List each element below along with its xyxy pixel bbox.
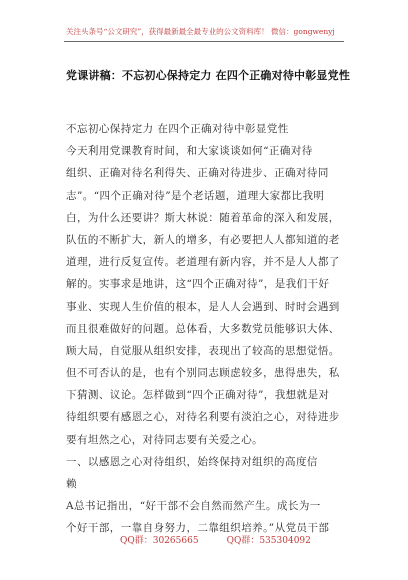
- body-line: 要有坦然之心，对待同志要有关爱之心。: [66, 433, 264, 446]
- body-line: 志”。“四个正确对待”是个老话题，道理大家都比我明: [66, 189, 325, 202]
- body-line: 组织、正确对待名利得失、正确对待进步、正确对待同: [66, 167, 329, 180]
- qq-group-2: QQ群：535304092: [226, 536, 311, 546]
- body-line: 个好干部，一靠自身努力，二靠组织培养。”从党员干部: [66, 522, 330, 535]
- body-line: 下猜测、议论。怎样做到“四个正确对待”，我想就是对: [66, 389, 330, 402]
- body-line: 但不可否认的是，也有个别同志顾虑较多，患得患失，私: [66, 367, 340, 380]
- footer-contact: [120, 535, 370, 547]
- section-heading-line: 一、以感恩之心对待组织，始终保持对组织的高度信: [66, 455, 318, 468]
- body-line: 事业、实现人生价值的根本，是人人会遇到、时时会遇到: [66, 300, 340, 313]
- qq-group-1: QQ群：30265665: [120, 536, 199, 546]
- body-line: 解的。实事求是地讲，这“四个正确对待”，是我们干好: [66, 278, 330, 291]
- header-notice: 关注头条号“公文研究”，获得最新最全最专业的公文资料库！ 微信：gongwenyj: [66, 27, 335, 36]
- body-line: 待组织要有感恩之心，对待名利要有淡泊之心，对待进步: [66, 411, 340, 424]
- body-line: A总书记指出，“好干部不会自然而然产生。成长为一: [66, 500, 321, 513]
- body-line: 道理，进行反复宣传。老道理有新内容，并不是人人都了: [66, 256, 340, 269]
- body-line: 顾大局，自觉服从组织安排，表现出了较高的思想觉悟。: [66, 344, 340, 357]
- body-line: 而且很难做好的问题。总体看，大多数党员能够识大体、: [66, 322, 340, 335]
- body-line: 不忘初心保持定力 在四个正确对待中彰显党性: [66, 123, 289, 135]
- body-line: 队伍的不断扩大，新人的增多，有必要把人人都知道的老: [66, 233, 340, 246]
- document-body: [66, 118, 351, 540]
- header-divider: [64, 41, 344, 42]
- body-line: 今天利用党课教育时间，和大家谈谈如何“正确对待: [66, 145, 313, 158]
- document-title: 党课讲稿：不忘初心保持定力 在四个正确对待中彰显党性: [66, 69, 351, 82]
- section-heading-line: 赖: [66, 478, 77, 490]
- body-line: 白，为什么还要讲？斯大林说：随着革命的深入和发展，: [66, 211, 340, 224]
